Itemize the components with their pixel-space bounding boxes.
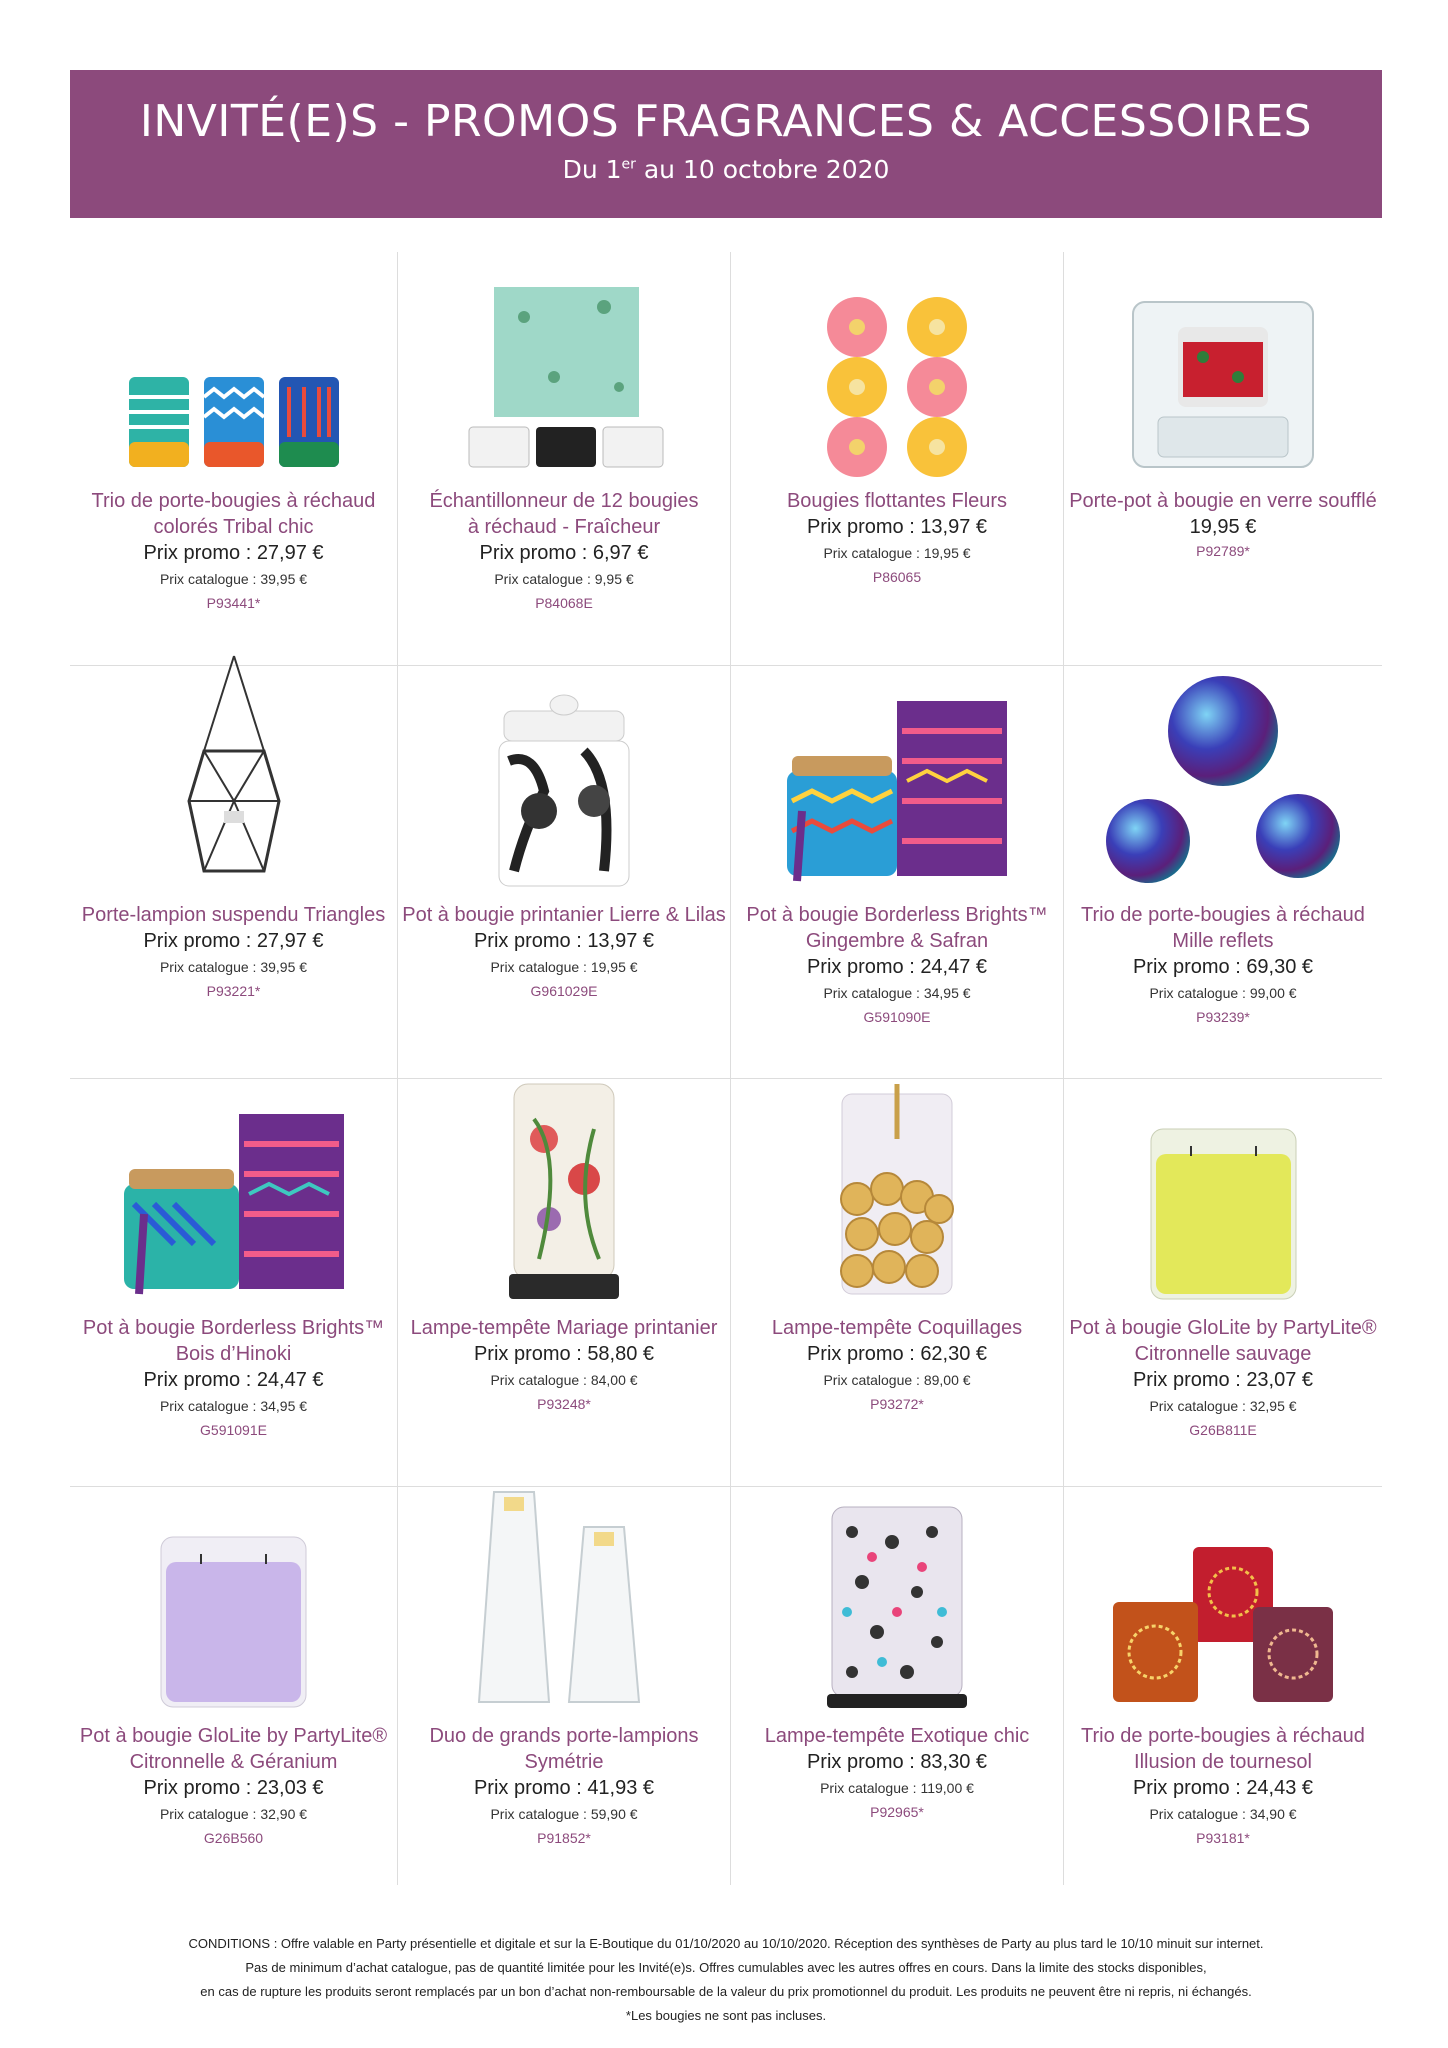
promo-price: Prix promo : 24,47 € <box>806 956 988 978</box>
promo-price: Prix promo : 69,30 € <box>1132 956 1314 978</box>
product-card[interactable] <box>70 252 398 666</box>
product-name: Échantillonneur de 12 bougies <box>429 490 699 512</box>
product-card[interactable] <box>70 666 398 1079</box>
catalogue-price: Prix catalogue : 32,90 € <box>159 1806 308 1822</box>
product-ref: P93248* <box>537 1396 591 1412</box>
leopard-hurricane-icon <box>822 1502 972 1712</box>
promo-price: Prix promo : 27,97 € <box>143 930 324 952</box>
product-card[interactable] <box>1064 252 1382 666</box>
promo-price: Prix promo : 58,80 € <box>473 1343 655 1365</box>
product-name: colorés Tribal chic <box>153 516 314 538</box>
product-name: Lampe-tempête Coquillages <box>771 1317 1023 1339</box>
catalogue-price: Prix catalogue : 39,95 € <box>159 571 308 587</box>
product-ref: G26B560 <box>203 1830 264 1846</box>
product-name: Pot à bougie GloLite by PartyLite® <box>1069 1317 1377 1339</box>
promo-price: 19,95 € <box>1189 516 1257 538</box>
product-card[interactable] <box>1064 666 1382 1079</box>
product-name: à réchaud - Fraîcheur <box>467 516 661 538</box>
catalogue-price: Prix catalogue : 59,90 € <box>490 1806 638 1822</box>
product-name: Bois d’Hinoki <box>175 1343 292 1365</box>
product-ref: P93239* <box>1196 1009 1250 1025</box>
promo-price: Prix promo : 13,97 € <box>473 930 655 952</box>
floating-flower-candles-icon <box>812 297 982 477</box>
product-ref: P92965* <box>870 1804 924 1820</box>
product-ref: P92789* <box>1196 543 1250 559</box>
product-name: Gingembre & Safran <box>805 930 989 952</box>
catalogue-price: Prix catalogue : 34,95 € <box>159 1398 308 1414</box>
floral-jar-candle-icon <box>494 691 634 891</box>
catalogue-price: Prix catalogue : 19,95 € <box>823 545 971 561</box>
borderless-candle-box-icon <box>114 1104 354 1304</box>
product-ref: P91852* <box>537 1830 591 1846</box>
glass-pillar-duo-icon <box>474 1487 654 1712</box>
promo-price: Prix promo : 62,30 € <box>806 1343 988 1365</box>
conditions-footer <box>70 1932 1382 2028</box>
iridescent-orbs-icon <box>1103 671 1343 891</box>
borderless-candle-box-icon <box>777 691 1017 891</box>
catalogue-price: Prix catalogue : 9,95 € <box>494 571 634 587</box>
catalogue-price: Prix catalogue : 89,00 € <box>823 1372 971 1388</box>
product-name: Lampe-tempête Exotique chic <box>764 1725 1030 1747</box>
promo-price: Prix promo : 6,97 € <box>479 542 649 564</box>
product-name: Pot à bougie Borderless Brights™ <box>746 904 1048 926</box>
product-grid <box>70 252 1382 1885</box>
promo-price: Prix promo : 24,43 € <box>1132 1777 1314 1799</box>
product-name: Citronnelle & Géranium <box>129 1751 338 1773</box>
sunflower-votive-trio-icon <box>1108 1542 1338 1712</box>
product-card[interactable] <box>1064 1487 1382 1885</box>
floral-hurricane-icon <box>504 1079 624 1304</box>
product-name: Pot à bougie GloLite by PartyLite® <box>79 1725 388 1747</box>
yellow-jar-candle-icon <box>1146 1124 1301 1304</box>
product-card[interactable] <box>731 252 1064 666</box>
promo-price: Prix promo : 23,03 € <box>143 1777 324 1799</box>
product-card[interactable] <box>731 666 1064 1079</box>
product-ref: G591091E <box>200 1422 267 1438</box>
catalogue-price: Prix catalogue : 34,90 € <box>1149 1806 1297 1822</box>
product-card[interactable] <box>398 1487 731 1885</box>
shell-hurricane-icon <box>827 1079 967 1304</box>
header-banner <box>70 70 1382 218</box>
product-card[interactable] <box>731 1487 1064 1885</box>
product-card[interactable] <box>398 1079 731 1487</box>
hanging-lantern-icon <box>179 651 289 891</box>
product-name: Trio de porte-bougies à réchaud <box>91 490 376 512</box>
product-name: Lampe-tempête Mariage printanier <box>410 1317 718 1339</box>
glass-jar-holder-icon <box>1128 297 1318 477</box>
product-name: Citronnelle sauvage <box>1134 1343 1312 1365</box>
conditions-line: Pas de minimum d’achat catalogue, pas de quantité limitée pour les Invité(e)s. Offres cumulables avec les autres offres en cours. Dans la limite des stocks disponibles, <box>245 1960 1207 1975</box>
promo-price: Prix promo : 41,93 € <box>473 1777 655 1799</box>
page-title: INVITÉ(E)S - PROMOS FRAGRANCES & ACCESSOIRES <box>139 96 1313 147</box>
product-card[interactable] <box>70 1079 398 1487</box>
lavender-jar-candle-icon <box>156 1532 311 1712</box>
product-card[interactable] <box>1064 1079 1382 1487</box>
catalogue-price: Prix catalogue : 32,95 € <box>1149 1398 1297 1414</box>
product-name: Pot à bougie printanier Lierre & Lilas <box>402 904 726 926</box>
product-card[interactable] <box>70 1487 398 1885</box>
product-card[interactable] <box>731 1079 1064 1487</box>
catalogue-price: Prix catalogue : 99,00 € <box>1149 985 1297 1001</box>
product-name: Trio de porte-bougies à réchaud <box>1081 1725 1365 1747</box>
promo-dates: Du 1er au 10 octobre 2020 <box>562 155 890 184</box>
catalogue-price: Prix catalogue : 19,95 € <box>490 959 638 975</box>
product-card[interactable] <box>398 666 731 1079</box>
conditions-line: en cas de rupture les produits seront remplacés par un bon d’achat non-remboursable de la valeur du prix promotionnel du produit. Les produits ne peuvent être ni repris, ni échangés. <box>200 1984 1252 1999</box>
product-name: Porte-pot à bougie en verre soufflé <box>1069 490 1377 512</box>
tribal-votive-trio-icon <box>89 367 379 477</box>
product-ref: P93181* <box>1196 1830 1250 1846</box>
conditions-line: *Les bougies ne sont pas incluses. <box>625 2008 827 2023</box>
catalogue-price: Prix catalogue : 39,95 € <box>159 959 308 975</box>
product-name: Symétrie <box>524 1751 604 1773</box>
catalogue-price: Prix catalogue : 34,95 € <box>823 985 971 1001</box>
conditions-line: CONDITIONS : Offre valable en Party présentielle et digitale et sur la E-Boutique du 01/10/2020 au 10/10/2020. Réception des synthèses de Party au plus tard le 10/10 minuit sur internet. <box>188 1936 1264 1951</box>
promo-price: Prix promo : 83,30 € <box>806 1751 988 1773</box>
product-name: Duo de grands porte-lampions <box>429 1725 699 1747</box>
product-ref: G961029E <box>530 983 598 999</box>
product-name: Porte-lampion suspendu Triangles <box>81 904 386 926</box>
catalogue-price: Prix catalogue : 119,00 € <box>820 1780 974 1796</box>
product-name: Illusion de tournesol <box>1134 1751 1312 1773</box>
product-ref: P84068E <box>535 595 593 611</box>
product-name: Trio de porte-bougies à réchaud <box>1081 904 1365 926</box>
product-name: Pot à bougie Borderless Brights™ <box>82 1317 385 1339</box>
product-ref: P86065 <box>872 569 922 585</box>
product-ref: P93272* <box>870 1396 924 1412</box>
catalogue-price: Prix catalogue : 84,00 € <box>490 1372 638 1388</box>
promo-price: Prix promo : 27,97 € <box>143 542 324 564</box>
product-name: Mille reflets <box>1172 930 1274 952</box>
product-ref: G591090E <box>863 1009 931 1025</box>
product-ref: P93221* <box>206 983 261 999</box>
product-name: Bougies flottantes Fleurs <box>786 490 1008 512</box>
promo-price: Prix promo : 13,97 € <box>806 516 988 538</box>
promo-price: Prix promo : 23,07 € <box>1132 1369 1314 1391</box>
promo-price: Prix promo : 24,47 € <box>143 1369 324 1391</box>
product-card[interactable] <box>398 252 731 666</box>
product-ref: P93441* <box>206 595 261 611</box>
product-ref: G26B811E <box>1189 1422 1257 1438</box>
tealight-sampler-box-icon <box>464 277 664 477</box>
